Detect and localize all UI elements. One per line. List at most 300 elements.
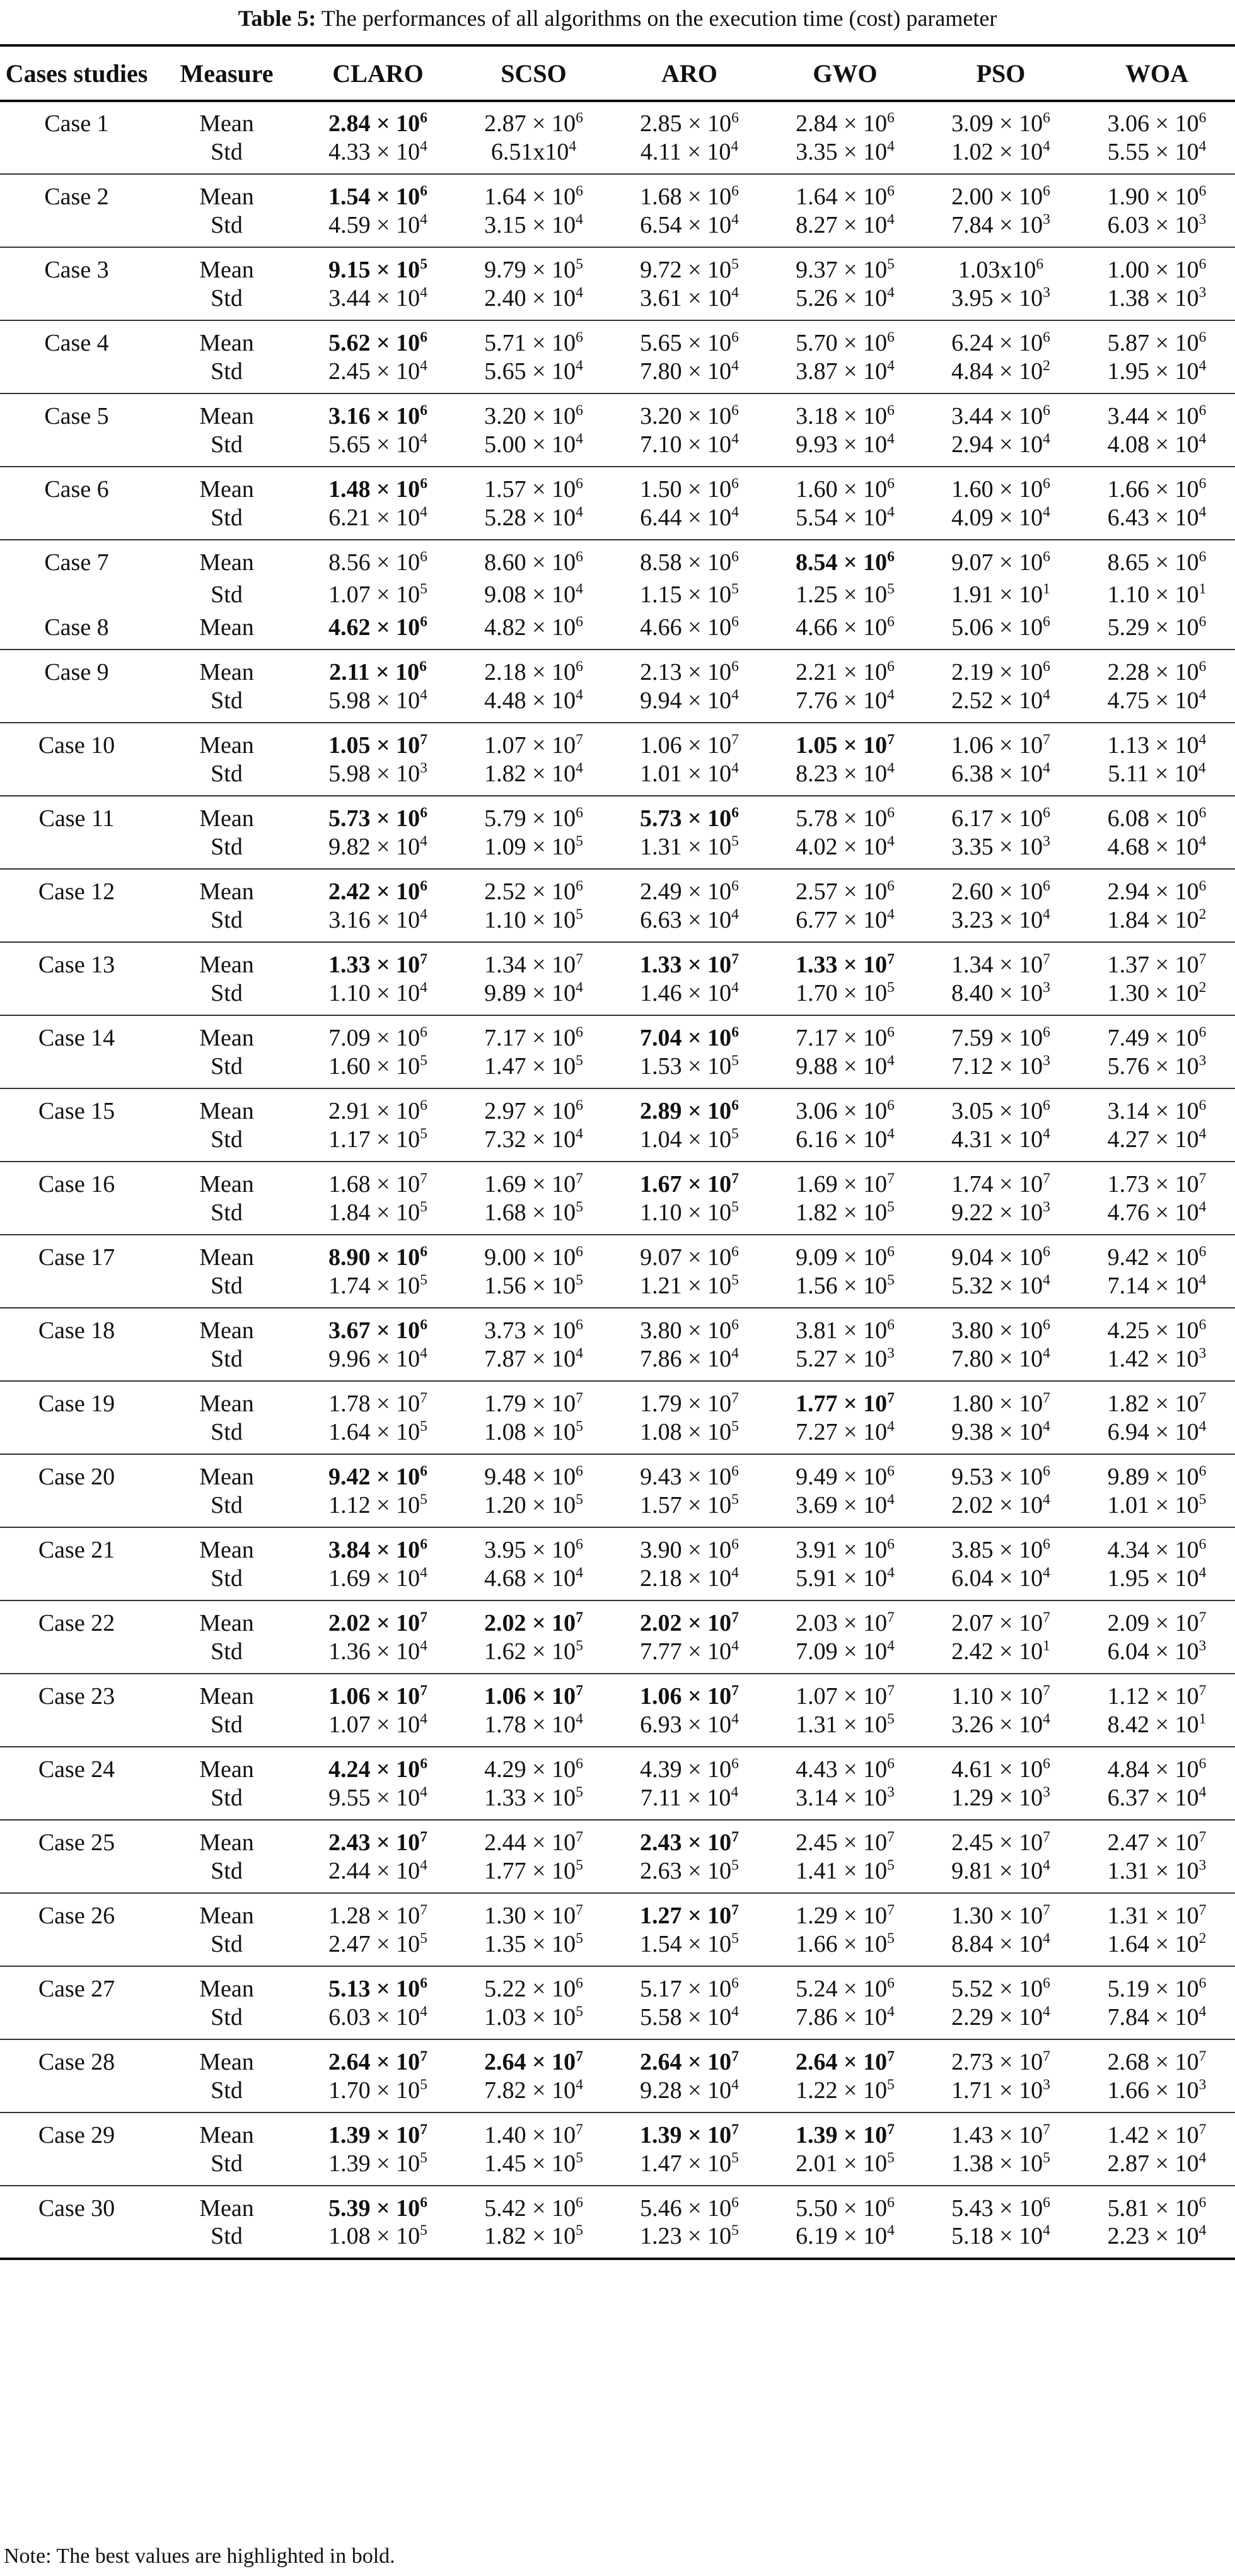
value-cell: $4.11 \times 10^4$ (612, 137, 767, 174)
value-exponent: 7 (887, 1170, 895, 1187)
value-cell: $5.17 \times 10^6$ (640, 1974, 739, 2002)
value-mantissa: 2.73 (951, 2048, 994, 2075)
value-exponent: 4 (731, 357, 739, 374)
value-cell: $3.05 \times 10^6$ (951, 1097, 1050, 1124)
value-mantissa: 1.31 (796, 1711, 838, 1738)
measure-cell: Mean (199, 1170, 254, 1198)
value-cell: $5.71 \times 10^6$ (484, 329, 583, 356)
measure-cell: Mean (199, 2121, 254, 2148)
value-exponent: 6 (1043, 109, 1050, 126)
value-exponent: 7 (731, 1170, 739, 1187)
value-cell: $5.52 \times 10^6$ (951, 1974, 1050, 2002)
value-mantissa: 1.64 (328, 1418, 371, 1445)
value-cell: $2.23 \times 10^4$ (1079, 2222, 1235, 2259)
value-exponent: 7 (1198, 2121, 1207, 2138)
value-mantissa: 9.55 (328, 1784, 371, 1811)
table-row (0, 320, 1235, 357)
value-exponent: 6 (731, 877, 739, 894)
value-mantissa: 1.68 (640, 183, 682, 210)
value-mantissa: 7.87 (484, 1345, 526, 1372)
value-exponent: 4 (420, 1564, 427, 1581)
value-exponent: 5 (731, 1418, 739, 1435)
value-mantissa: 6.51 (490, 138, 533, 165)
value-cell: $5.58 \times 10^4$ (612, 2003, 767, 2039)
value-exponent: 4 (1043, 1271, 1050, 1288)
value-mantissa: 9.89 (484, 979, 526, 1006)
value-exponent: 6 (1043, 1023, 1050, 1040)
value-mantissa: 2.94 (1107, 878, 1150, 905)
value-cell: $1.95 \times 10^4$ (1079, 1564, 1235, 1600)
value-exponent: 5 (420, 255, 427, 272)
value-cell: $1.31 \times 10^5$ (767, 1710, 923, 1747)
value-cell: $5.54 \times 10^4$ (767, 503, 923, 540)
value-exponent: 6 (1043, 877, 1050, 894)
value-exponent: 3 (887, 1344, 895, 1361)
value-exponent: 4 (887, 686, 895, 703)
value-mantissa: 1.54 (328, 183, 371, 210)
value-exponent: 5 (887, 1198, 895, 1215)
case-cell: Case 7 (44, 549, 109, 576)
value-cell: $1.46 \times 10^4$ (612, 979, 767, 1015)
value-exponent: 6 (576, 877, 583, 894)
value-cell: $1.68 \times 10^7$ (328, 1170, 427, 1198)
measure-cell: Mean (199, 1097, 254, 1124)
value-exponent: 5 (887, 979, 895, 996)
value-exponent: 7 (576, 731, 583, 748)
value-cell: $9.72 \times 10^5$ (640, 255, 739, 283)
value-mantissa: 6.17 (951, 805, 994, 832)
value-cell: $1.60 \times 10^6$ (796, 475, 895, 503)
table-row (0, 832, 1235, 869)
value-mantissa: 1.90 (1107, 183, 1150, 210)
value-cell: $9.49 \times 10^6$ (796, 1462, 895, 1490)
value-exponent: 6 (576, 548, 583, 565)
value-exponent: 4 (887, 211, 895, 228)
value-mantissa: 9.08 (484, 581, 526, 608)
value-mantissa: 1.64 (484, 183, 526, 210)
value-mantissa: 4.29 (484, 1756, 526, 1783)
value-cell: $1.66 \times 10^6$ (1107, 475, 1207, 503)
value-exponent: 6 (887, 1755, 895, 1772)
value-exponent: 6 (420, 1316, 427, 1333)
value-mantissa: 1.07 (328, 581, 371, 608)
value-exponent: 7 (420, 2048, 427, 2065)
value-cell: $2.29 \times 10^4$ (923, 2003, 1079, 2039)
value-exponent: 3 (1043, 1783, 1050, 1800)
value-exponent: 6 (731, 1536, 739, 1553)
value-mantissa: 5.52 (951, 1975, 994, 2002)
value-mantissa: 1.69 (796, 1170, 838, 1198)
value-exponent: 4 (1043, 137, 1050, 154)
measure-cell: Mean (153, 613, 300, 650)
value-mantissa: 1.38 (951, 2150, 994, 2177)
value-mantissa: 3.95 (951, 284, 994, 312)
value-cell: $3.14 \times 10^6$ (1107, 1097, 1207, 1124)
value-mantissa: 5.29 (1107, 614, 1150, 641)
value-exponent: 5 (576, 1198, 583, 1215)
value-cell: $1.12 \times 10^7$ (1107, 1682, 1207, 1710)
value-exponent: 7 (1043, 1389, 1050, 1406)
value-cell: $1.53 \times 10^5$ (612, 1052, 767, 1088)
value-mantissa: 1.33 (484, 1784, 526, 1811)
value-mantissa: 3.16 (328, 906, 371, 933)
value-mantissa: 5.17 (640, 1975, 682, 2002)
value-cell: $5.11 \times 10^4$ (1079, 759, 1235, 796)
value-mantissa: 1.34 (484, 951, 526, 978)
value-exponent: 3 (887, 1783, 895, 1800)
value-mantissa: 5.19 (1107, 1975, 1150, 2002)
value-exponent: 6 (420, 402, 427, 419)
value-exponent: 7 (887, 1828, 895, 1845)
case-cell (0, 1564, 153, 1600)
value-cell: $8.23 \times 10^4$ (767, 759, 923, 796)
value-mantissa: 2.13 (640, 658, 682, 685)
value-exponent: 5 (731, 1125, 739, 1142)
value-cell: $4.27 \times 10^4$ (1079, 1125, 1235, 1162)
case-cell: Case 20 (38, 1463, 115, 1490)
value-exponent: 7 (887, 1609, 895, 1626)
value-cell: $6.51x10^4$ (456, 137, 612, 174)
value-cell: $1.37 \times 10^7$ (1107, 950, 1207, 978)
case-cell (0, 1125, 153, 1162)
value-cell: $1.64 \times 10^2$ (1079, 1930, 1235, 1966)
value-mantissa: 2.68 (1107, 2048, 1150, 2075)
measure-cell: Mean (199, 1463, 254, 1490)
value-mantissa: 4.84 (951, 358, 994, 385)
value-mantissa: 4.39 (640, 1756, 682, 1783)
value-mantissa: 8.54 (796, 549, 838, 576)
value-cell: $1.20 \times 10^5$ (456, 1491, 612, 1527)
value-mantissa: 1.41 (796, 1857, 838, 1884)
value-mantissa: 1.07 (796, 1682, 838, 1710)
value-cell: $1.33 \times 10^7$ (796, 950, 895, 978)
value-cell: $6.43 \times 10^4$ (1079, 503, 1235, 540)
value-exponent: 4 (420, 211, 427, 228)
value-cell: $2.94 \times 10^6$ (1107, 877, 1207, 905)
value-cell: $7.84 \times 10^4$ (1079, 2003, 1235, 2039)
value-mantissa: 2.02 (640, 1609, 682, 1636)
value-exponent: 2 (1198, 906, 1207, 923)
value-mantissa: 2.42 (328, 878, 371, 905)
value-exponent: 6 (1043, 329, 1050, 346)
value-mantissa: 7.17 (484, 1024, 526, 1051)
value-cell: $5.73 \times 10^6$ (328, 804, 427, 832)
measure-cell: Mean (199, 878, 254, 905)
value-cell: $4.84 \times 10^6$ (1107, 1755, 1207, 1783)
value-mantissa: 2.47 (1107, 1829, 1150, 1856)
value-mantissa: 5.32 (951, 1272, 994, 1299)
value-exponent: 6 (1043, 1316, 1050, 1333)
value-mantissa: 2.64 (484, 2048, 526, 2075)
value-cell: $7.04 \times 10^6$ (640, 1023, 739, 1051)
value-cell: $3.44 \times 10^6$ (951, 402, 1050, 429)
value-mantissa: 2.11 (329, 658, 370, 685)
measure-cell: Std (153, 211, 300, 247)
value-mantissa: 3.87 (796, 358, 838, 385)
value-exponent: 4 (576, 759, 583, 776)
value-cell: $9.55 \times 10^4$ (300, 1783, 456, 1820)
value-mantissa: 5.50 (796, 2194, 838, 2222)
table-row (0, 650, 1235, 686)
value-mantissa: 9.15 (328, 256, 371, 283)
case-cell: Case 30 (38, 2194, 115, 2222)
value-exponent: 7 (420, 2121, 427, 2138)
value-mantissa: 1.74 (951, 1170, 994, 1198)
table-row (0, 1125, 1235, 1162)
value-cell: $9.81 \times 10^4$ (923, 1856, 1079, 1893)
value-mantissa: 1.25 (796, 581, 838, 608)
measure-cell: Std (153, 1125, 300, 1162)
value-mantissa: 4.59 (328, 211, 371, 238)
value-exponent: 6 (1198, 804, 1207, 821)
value-exponent: 6 (887, 2194, 895, 2211)
value-exponent: 4 (1198, 2149, 1207, 2166)
value-exponent: 4 (1043, 2222, 1050, 2239)
value-cell: $5.55 \times 10^4$ (1079, 137, 1235, 174)
value-cell: $1.64 \times 10^6$ (796, 182, 895, 210)
case-cell (0, 284, 153, 320)
value-cell: $5.65 \times 10^4$ (300, 430, 456, 467)
value-cell: $2.64 \times 10^7$ (640, 2048, 739, 2075)
value-exponent: 4 (1043, 906, 1050, 923)
value-cell: $2.84 \times 10^6$ (796, 109, 895, 137)
measure-cell: Std (153, 1344, 300, 1381)
value-mantissa: 1.36 (328, 1638, 371, 1665)
value-mantissa: 1.10 (1107, 581, 1150, 608)
case-cell (0, 2222, 153, 2259)
value-cell: $2.42 \times 10^6$ (328, 877, 427, 905)
value-cell: $2.28 \times 10^6$ (1107, 658, 1207, 685)
value-exponent: 4 (731, 686, 739, 703)
value-exponent: 4 (576, 430, 583, 447)
value-mantissa: 1.06 (328, 1682, 371, 1710)
value-mantissa: 5.43 (951, 2194, 994, 2222)
value-mantissa: 5.39 (328, 2194, 371, 2222)
value-exponent: 6 (887, 1316, 895, 1333)
case-cell: Case 5 (44, 402, 109, 429)
value-cell: $2.43 \times 10^7$ (640, 1828, 739, 1856)
value-cell: $1.77 \times 10^7$ (796, 1389, 895, 1417)
value-mantissa: 2.64 (328, 2048, 371, 2075)
value-exponent: 5 (576, 1930, 583, 1947)
value-mantissa: 7.76 (796, 687, 838, 714)
value-cell: $1.01 \times 10^4$ (612, 759, 767, 796)
value-cell: $2.42 \times 10^1$ (923, 1637, 1079, 1674)
value-exponent: 5 (420, 1491, 427, 1508)
value-mantissa: 9.81 (951, 1857, 994, 1884)
value-cell: $2.19 \times 10^6$ (951, 658, 1050, 685)
value-exponent: 4 (420, 137, 427, 154)
measure-cell: Mean (199, 805, 254, 832)
column-header: ARO (612, 45, 767, 101)
value-exponent: 6 (1043, 475, 1050, 492)
value-cell: $7.82 \times 10^4$ (456, 2076, 612, 2113)
value-mantissa: 1.30 (484, 1902, 526, 1929)
value-mantissa: 2.45 (951, 1829, 994, 1856)
value-cell: $5.19 \times 10^6$ (1107, 1974, 1207, 2002)
value-mantissa: 7.17 (796, 1024, 838, 1051)
value-cell: $1.33 \times 10^7$ (328, 950, 427, 978)
value-cell: $4.66 \times 10^6$ (612, 613, 767, 650)
value-mantissa: 3.16 (328, 402, 371, 429)
value-cell: $1.79 \times 10^7$ (484, 1389, 583, 1417)
value-exponent: 4 (576, 1344, 583, 1361)
value-exponent: 7 (576, 2121, 583, 2138)
value-cell: $7.77 \times 10^4$ (612, 1637, 767, 1674)
measure-cell: Std (153, 1198, 300, 1235)
value-mantissa: 5.54 (796, 504, 838, 531)
value-mantissa: 6.38 (951, 760, 994, 787)
value-exponent: 6 (1043, 1974, 1050, 1991)
table-row (0, 1271, 1235, 1308)
caption-label: Table 5: (238, 6, 316, 31)
value-mantissa: 7.09 (328, 1024, 371, 1051)
value-cell: $1.74 \times 10^7$ (951, 1170, 1050, 1198)
value-mantissa: 1.37 (1107, 951, 1150, 978)
value-cell: $3.06 \times 10^6$ (796, 1097, 895, 1124)
value-exponent: 6 (576, 613, 583, 630)
value-mantissa: 2.18 (484, 658, 526, 685)
value-exponent: 5 (576, 1491, 583, 1508)
value-exponent: 4 (1043, 686, 1050, 703)
value-mantissa: 9.88 (796, 1052, 838, 1080)
value-cell: $4.68 \times 10^4$ (456, 1564, 612, 1600)
case-cell (0, 979, 153, 1015)
value-exponent: 6 (576, 1316, 583, 1333)
case-cell: Case 14 (38, 1024, 115, 1051)
table-row (0, 1454, 1235, 1491)
value-exponent: 6 (887, 1462, 895, 1479)
value-cell: $5.78 \times 10^6$ (796, 804, 895, 832)
value-mantissa: 6.77 (796, 906, 838, 933)
value-exponent: 4 (1043, 1856, 1050, 1874)
value-exponent: 6 (576, 329, 583, 346)
value-mantissa: 8.60 (484, 549, 526, 576)
value-mantissa: 2.52 (484, 878, 526, 905)
value-exponent: 6 (1198, 1316, 1207, 1333)
table-row (0, 1198, 1235, 1235)
value-mantissa: 4.27 (1107, 1126, 1150, 1153)
value-mantissa: 1.20 (484, 1491, 526, 1518)
value-mantissa: 1.31 (1107, 1902, 1150, 1929)
value-mantissa: 1.38 (1107, 284, 1150, 312)
case-cell: Case 18 (38, 1317, 115, 1344)
value-cell: $2.64 \times 10^7$ (796, 2048, 895, 2075)
value-cell: $1.33 \times 10^5$ (456, 1783, 612, 1820)
value-cell: $9.53 \times 10^6$ (951, 1462, 1050, 1490)
value-exponent: 4 (1198, 1125, 1207, 1142)
table-row (0, 1637, 1235, 1674)
value-exponent: 6 (731, 1755, 739, 1772)
table-row (0, 1600, 1235, 1637)
value-exponent: 6 (1198, 2194, 1207, 2211)
value-cell: $3.69 \times 10^4$ (767, 1491, 923, 1527)
value-mantissa: 1.12 (328, 1491, 371, 1518)
value-mantissa: 1.91 (951, 581, 994, 608)
case-cell: Case 17 (38, 1244, 115, 1271)
value-exponent: 3 (1043, 2076, 1050, 2093)
value-mantissa: 3.35 (796, 138, 838, 165)
value-cell: $4.34 \times 10^6$ (1107, 1536, 1207, 1563)
value-mantissa: 1.82 (796, 1199, 838, 1226)
measure-cell: Mean (199, 256, 254, 283)
table-row (0, 1235, 1235, 1271)
case-cell (0, 1271, 153, 1308)
value-exponent: 6 (576, 658, 583, 675)
value-exponent: 4 (576, 2076, 583, 2093)
value-cell: $5.70 \times 10^6$ (796, 329, 895, 356)
measure-cell: Std (153, 1710, 300, 1747)
measure-cell: Std (153, 686, 300, 723)
column-header: WOA (1079, 45, 1235, 101)
case-cell: Case 22 (38, 1609, 115, 1636)
value-mantissa: 1.74 (328, 1272, 371, 1299)
value-cell: $4.24 \times 10^6$ (328, 1755, 427, 1783)
value-mantissa: 1.05 (328, 731, 371, 759)
value-exponent: 5 (887, 1930, 895, 1947)
value-cell: $5.42 \times 10^6$ (484, 2194, 583, 2222)
value-cell: $1.90 \times 10^6$ (1107, 182, 1207, 210)
value-cell: $2.68 \times 10^7$ (1107, 2048, 1207, 2075)
value-exponent: 5 (420, 580, 427, 597)
value-exponent: 5 (731, 1052, 739, 1069)
value-mantissa: 1.54 (640, 1930, 682, 1957)
value-cell: $6.04 \times 10^4$ (923, 1564, 1079, 1600)
value-exponent: 5 (420, 1930, 427, 1947)
value-exponent: 6 (420, 1974, 427, 1991)
value-mantissa: 2.64 (796, 2048, 838, 2075)
value-exponent: 4 (1043, 1930, 1050, 1947)
case-cell: Case 1 (44, 110, 109, 137)
value-mantissa: 5.28 (484, 504, 526, 531)
value-mantissa: 9.49 (796, 1463, 838, 1490)
value-mantissa: 7.59 (951, 1024, 994, 1051)
value-mantissa: 1.29 (951, 1784, 994, 1811)
value-mantissa: 8.65 (1107, 549, 1150, 576)
value-cell: $2.18 \times 10^6$ (484, 658, 583, 685)
value-cell: $5.76 \times 10^3$ (1079, 1052, 1235, 1088)
value-exponent: 7 (887, 1682, 895, 1699)
value-cell: $1.23 \times 10^5$ (612, 2222, 767, 2259)
value-exponent: 5 (420, 1271, 427, 1288)
table-row (0, 1491, 1235, 1527)
value-exponent: 4 (887, 1052, 895, 1069)
value-mantissa: 1.71 (951, 2077, 994, 2104)
value-exponent: 6 (420, 1023, 427, 1040)
value-cell: $1.36 \times 10^4$ (300, 1637, 456, 1674)
value-cell: $3.06 \times 10^6$ (1107, 109, 1207, 137)
value-exponent: 4 (420, 284, 427, 301)
value-mantissa: 6.03 (328, 2003, 371, 2031)
value-cell: $1.06 \times 10^7$ (328, 1682, 427, 1710)
value-exponent: 7 (1198, 1170, 1207, 1187)
value-mantissa: 1.03 (958, 256, 1000, 283)
value-exponent: 3 (420, 759, 427, 776)
value-cell: $9.48 \times 10^6$ (484, 1462, 583, 1490)
value-exponent: 4 (420, 430, 427, 447)
value-cell: $3.90 \times 10^6$ (640, 1536, 739, 1563)
value-mantissa: 4.66 (796, 614, 838, 641)
value-cell: $2.18 \times 10^4$ (612, 1564, 767, 1600)
value-exponent: 7 (420, 1682, 427, 1699)
value-cell: $3.44 \times 10^4$ (300, 284, 456, 320)
table-row (0, 137, 1235, 174)
value-mantissa: 4.76 (1107, 1199, 1150, 1226)
value-exponent: 4 (731, 211, 739, 228)
value-mantissa: 5.98 (328, 687, 371, 714)
value-exponent: 6 (887, 329, 895, 346)
value-mantissa: 1.22 (796, 2077, 838, 2104)
